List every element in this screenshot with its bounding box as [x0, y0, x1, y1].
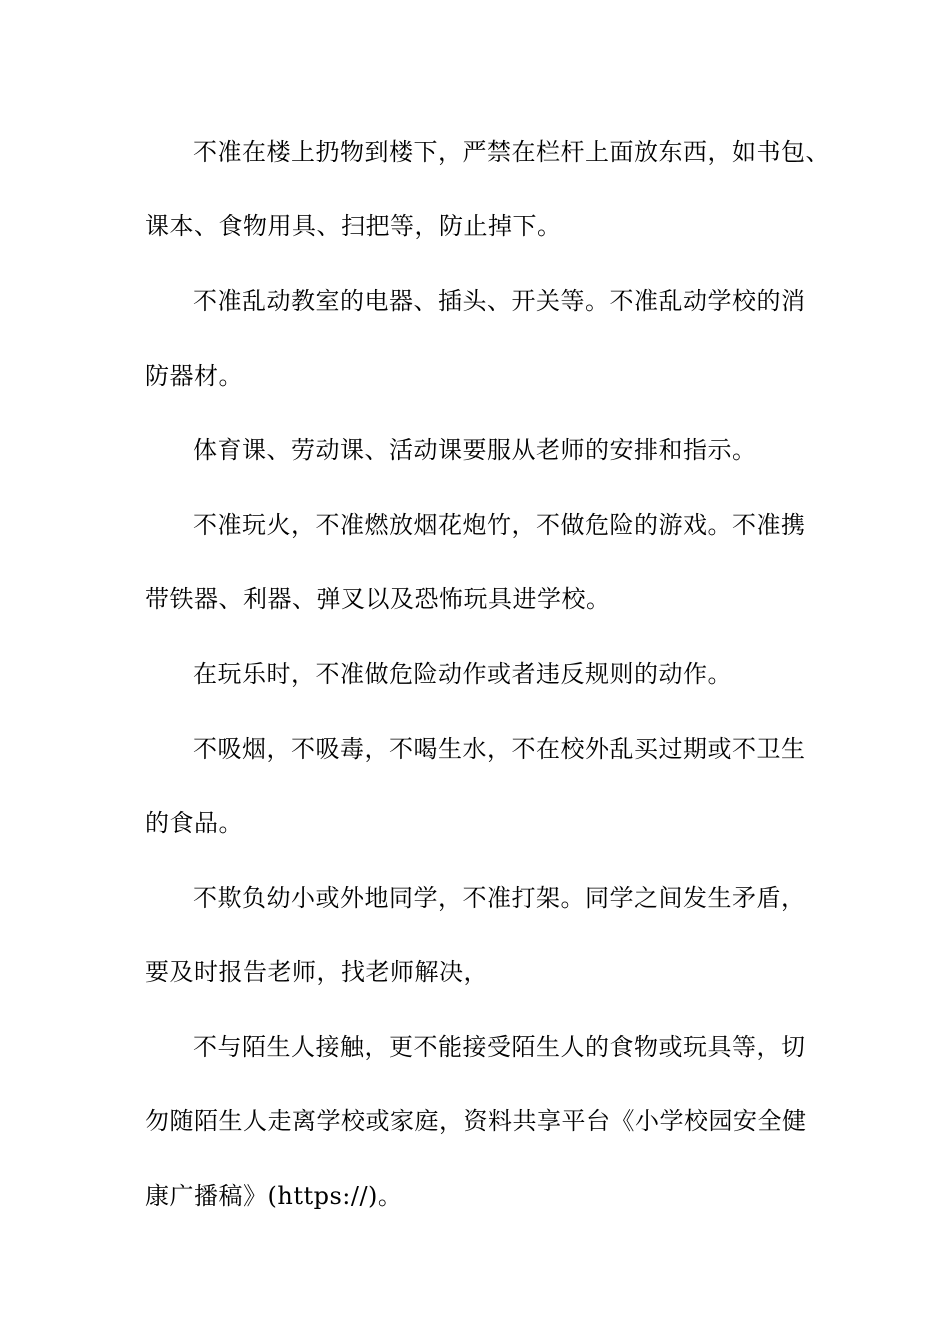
paragraph-1-line-1: 不准在楼上扔物到楼下，严禁在栏杆上面放东西，如书包、 — [193, 138, 830, 166]
paragraph-8-line-2: 勿随陌生人走离学校或家庭，资料共享平台《小学校园安全健 — [145, 1107, 807, 1135]
paragraph-4-line-1: 不准玩火，不准燃放烟花炮竹，不做危险的游戏。不准携 — [193, 511, 806, 539]
paragraph-4-line-2: 带铁器、利器、弹叉以及恐怖玩具进学校。 — [145, 585, 611, 613]
paragraph-6-line-2: 的食品。 — [145, 809, 243, 837]
paragraph-5-line-1: 在玩乐时，不准做危险动作或者违反规则的动作。 — [193, 660, 732, 688]
paragraph-3-line-1: 体育课、劳动课、活动课要服从老师的安排和指示。 — [193, 436, 757, 464]
paragraph-1-line-2: 课本、食物用具、扫把等，防止掉下。 — [145, 212, 562, 240]
paragraph-2-line-1: 不准乱动教室的电器、插头、开关等。不准乱动学校的消 — [193, 287, 806, 315]
paragraph-8-line-1: 不与陌生人接触，更不能接受陌生人的食物或玩具等，切 — [193, 1033, 806, 1061]
paragraph-7-line-1: 不欺负幼小或外地同学，不准打架。同学之间发生矛盾， — [193, 884, 806, 912]
paragraph-7-line-2: 要及时报告老师，找老师解决， — [145, 958, 488, 986]
paragraph-8-line-3: 康广播稿》(https://)。 — [145, 1182, 403, 1210]
paragraph-6-line-1: 不吸烟，不吸毒，不喝生水，不在校外乱买过期或不卫生 — [193, 735, 806, 763]
paragraph-2-line-2: 防器材。 — [145, 362, 243, 390]
